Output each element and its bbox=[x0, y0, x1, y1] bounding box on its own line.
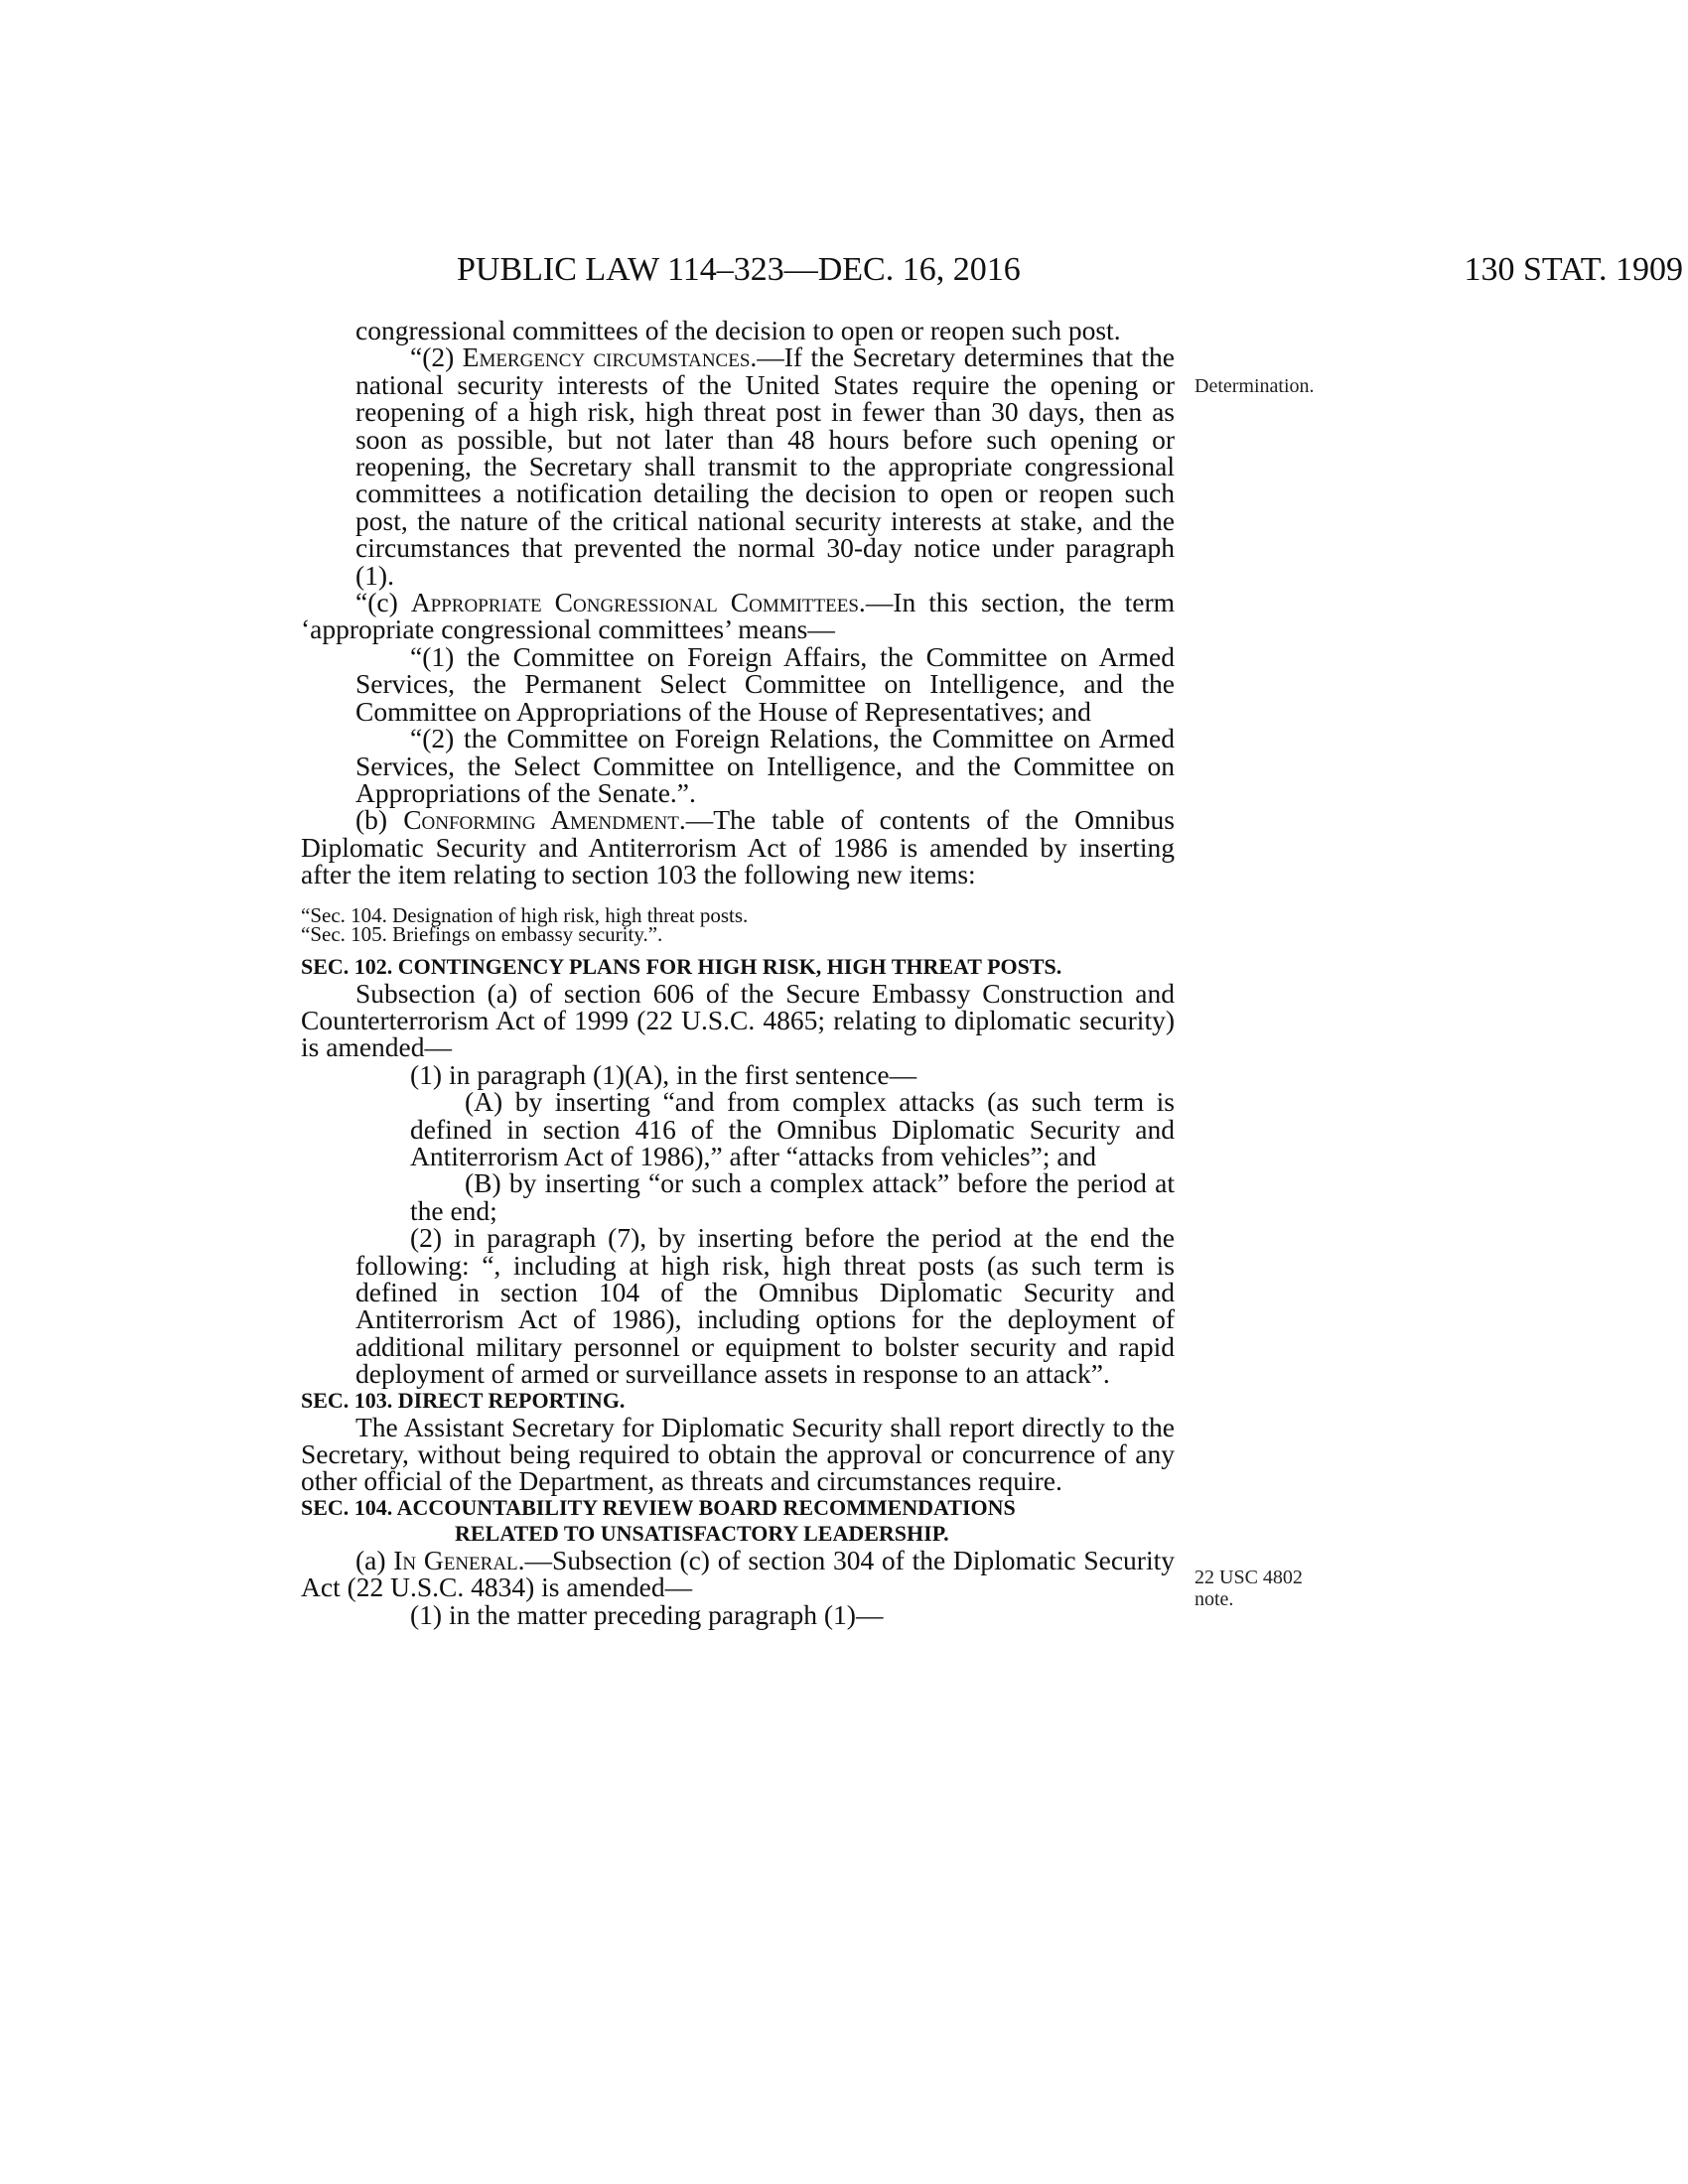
paragraph-lead: (b) bbox=[355, 804, 404, 836]
table-of-contents-insert bbox=[301, 902, 1175, 946]
paragraph-text: —Subsection (c) of section 304 of the Diplomatic Security Act (22 U.S.C. 4834) is amended— bbox=[301, 1544, 1175, 1603]
paragraph: “(1) the Committee on Foreign Affairs, the Committee on Armed Services, the Permanent Select Committee on Intelligence, and the Committee on Appropriations of the House of Representatives; and bbox=[355, 640, 1175, 727]
paragraph-in-general bbox=[301, 1544, 1175, 1603]
paragraph: (2) in paragraph (7), by inserting before the period at the end the following: “, including at high risk, high threat posts (as such term is defined in section 104 of the Omnibus Diplomatic Security and Antiterrorism Act of 1986), including options for the deployment of additional military personnel or equipment to bolster security and rapid deployment of armed or surveillance assets in response to an attack”. bbox=[355, 1222, 1175, 1390]
paragraph-heading: Conforming Amendment. bbox=[403, 804, 686, 836]
paragraph-text: —The table of contents of the Omnibus Diplomatic Security and Antiterrorism Act of 1986 is amended by inserting after the item relating to section 103 the following new items: bbox=[301, 804, 1175, 890]
paragraph-lead: “(c) bbox=[355, 587, 411, 618]
section-heading-104 bbox=[301, 1495, 1175, 1547]
header-page-ref: 130 STAT. 1909 bbox=[1464, 251, 1683, 288]
paragraph: congressional committees of the decision to open or reopen such post. bbox=[355, 315, 1121, 345]
paragraph-text: —In this section, the term ‘appropriate congressional committees’ means— bbox=[301, 587, 1176, 645]
paragraph-text: —If the Secretary determines that the national security interests of the United States require the opening or reopening of a high risk, high threat post in fewer than 30 days, then as soon as possible, but not later than 48 hours before such opening or reopening, the Secretary shall transmit to the appropriate congressional committees a notification detailing the decision to open or reopen such post, the nature of the critical national security interests at stake, and the circumstances that prevented the normal 30-day notice under paragraph (1). bbox=[355, 341, 1175, 591]
paragraph-heading: In General. bbox=[393, 1544, 525, 1575]
margin-note-determination: Determination. bbox=[1195, 375, 1315, 397]
section-heading-line: RELATED TO UNSATISFACTORY LEADERSHIP. bbox=[455, 1520, 949, 1546]
paragraph: Subsection (a) of section 606 of the Secure Embassy Construction and Counterterrorism Act of 1999 (22 U.S.C. 4865; relating to diplomatic security) is amended— bbox=[301, 977, 1175, 1063]
paragraph: (B) by inserting “or such a complex attack” before the period at the end; bbox=[410, 1167, 1175, 1226]
paragraph-lead: (a) bbox=[355, 1544, 394, 1575]
paragraph-lead: “(2) bbox=[410, 341, 463, 373]
paragraph-heading: Emergency circumstances. bbox=[462, 341, 758, 373]
toc-item: “Sec. 105. Briefings on embassy security.”. bbox=[301, 921, 663, 946]
header-title: PUBLIC LAW 114–323—DEC. 16, 2016 bbox=[457, 251, 1021, 288]
paragraph-appropriate-committees bbox=[301, 589, 1175, 643]
page-header bbox=[457, 250, 1683, 290]
section-heading-103: SEC. 103. DIRECT REPORTING. bbox=[301, 1387, 626, 1413]
paragraph-conforming-amendment bbox=[301, 804, 1175, 890]
paragraph-emergency-circumstances bbox=[301, 343, 1175, 589]
toc-item: “Sec. 104. Designation of high risk, high threat posts. bbox=[301, 902, 749, 927]
section-heading-102: SEC. 102. CONTINGENCY PLANS FOR HIGH RISK, HIGH THREAT POSTS. bbox=[301, 953, 1062, 979]
paragraph: “(2) the Committee on Foreign Relations, the Committee on Armed Services, the Select Committee on Intelligence, and the Committee on Appropriations of the Senate.”. bbox=[355, 723, 1175, 808]
margin-note-usc bbox=[1195, 1567, 1343, 1610]
section-heading-line: SEC. 104. ACCOUNTABILITY REVIEW BOARD RECOMMENDATIONS bbox=[301, 1494, 1016, 1520]
document-body bbox=[301, 317, 1175, 1628]
paragraph: (A) by inserting “and from complex attacks (as such term is defined in section 416 of the Omnibus Diplomatic Security and Antiterrorism Act of 1986),” after “attacks from vehicles”; and bbox=[410, 1086, 1175, 1171]
paragraph: (1) in paragraph (1)(A), in the first sentence— bbox=[410, 1058, 917, 1090]
paragraph: (1) in the matter preceding paragraph (1)— bbox=[410, 1598, 884, 1630]
paragraph: The Assistant Secretary for Diplomatic Security shall report directly to the Secretary, without being required to obtain the approval or concurrence of any other official of the Department, as threats and circumstances require. bbox=[301, 1411, 1175, 1497]
margin-note-usc-line1: 22 USC 4802 bbox=[1195, 1567, 1303, 1588]
paragraph-heading: Appropriate Congressional Committees. bbox=[410, 587, 866, 618]
margin-note-usc-line2: note. bbox=[1195, 1588, 1234, 1610]
